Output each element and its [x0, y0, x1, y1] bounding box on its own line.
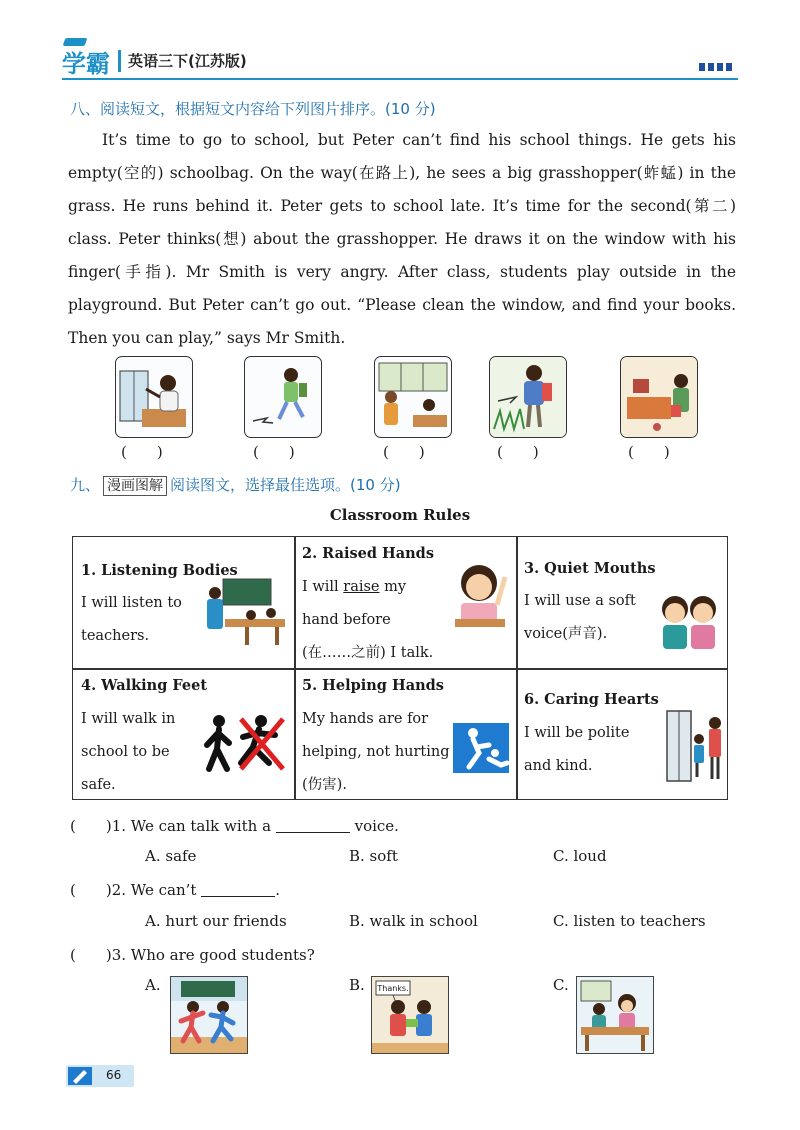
rule-text: I will use a soft voice(声音). [524, 593, 636, 642]
picture-window-drawing [115, 356, 193, 438]
rule-heading: 2. Raised Hands [302, 545, 434, 562]
section-9-tag: 漫画图解 [103, 476, 167, 496]
listening-teacher-image [201, 575, 287, 651]
answer-slot[interactable]: ( ) [383, 443, 425, 461]
option-b[interactable]: B. walk in school [349, 912, 478, 930]
section-9-number: 九、 [70, 476, 101, 494]
option-a[interactable]: A. hurt our friends [145, 912, 287, 930]
section-8-instruction: 八、阅读短文，根据短文内容给下列图片排序。 [70, 100, 386, 118]
rule-text: My hands are for helping, not hurting (伤害). [302, 711, 450, 793]
section-9-score: (10 分) [350, 476, 401, 494]
rule-text: I will listen to teachers. [81, 595, 182, 644]
rule-heading: 1. Listening Bodies [81, 562, 238, 579]
reading-passage: It’s time to go to school, but Peter can’t find his school things. He gets his empty(空的) schoolbag. On the way(在路上), he sees a big grasshopper(蚱蜢) in the grass. He runs behind it. Peter gets to school late. It’s time for the second(第二) class. Peter thinks(想) about the grasshopper. He draws it on the window with his finger(手指). Mr Smith is very angry. After class, students play outside in the playground. But Peter can’t go out. “Please clean the window, and find your books. Then you can play,” says Mr Smith. [68, 131, 736, 347]
polite-children-image [665, 709, 725, 783]
section-8-score: (10 分) [385, 100, 436, 118]
answer-slot[interactable]: ( ) [628, 443, 670, 461]
header-rule [62, 78, 738, 80]
answer-blank[interactable] [276, 818, 350, 833]
section-9-title [70, 474, 401, 496]
brand-logo: 学霸 [62, 49, 110, 78]
section-8-title [70, 98, 436, 119]
rule-heading: 3. Quiet Mouths [524, 560, 656, 577]
option-c[interactable]: C. listen to teachers [553, 912, 706, 930]
answer-slot[interactable]: ( ) [497, 443, 539, 461]
option-c-picture[interactable] [576, 976, 654, 1054]
book-title: 英语三下(江苏版) [128, 52, 247, 70]
classroom-rules-table [72, 536, 728, 800]
option-c[interactable]: C. [553, 976, 569, 994]
question-1: ( )1. We can talk with a voice. [70, 817, 399, 835]
option-a[interactable]: A. safe [145, 847, 197, 865]
answer-slot[interactable]: ( ) [253, 443, 295, 461]
picture-late-to-class [374, 356, 452, 438]
pencil-icon [68, 1067, 92, 1085]
rule-heading: 5. Helping Hands [302, 677, 444, 694]
rule-text: I will raise my hand before (在……之前) I talk. [302, 579, 434, 661]
section-9-instruction: 阅读图文，选择最佳选项。 [170, 476, 351, 494]
answer-blank[interactable] [201, 882, 275, 897]
header-separator [118, 50, 121, 72]
question-2: ( )2. We can’t . [70, 881, 280, 899]
picture-grasshopper-grass [489, 356, 567, 438]
rule-heading: 4. Walking Feet [81, 677, 208, 694]
option-a[interactable]: A. [145, 976, 161, 994]
option-b[interactable]: B. soft [349, 847, 398, 865]
thanks-sign: Thanks. [377, 984, 409, 993]
quiet-children-image [657, 591, 721, 653]
page-number: 66 [106, 1068, 122, 1082]
picture-chasing-grasshopper [244, 356, 322, 438]
walking-feet-icon [203, 713, 285, 775]
answer-slot[interactable]: ( ) [121, 443, 163, 461]
header-blocks-icon [699, 63, 732, 71]
rule-text: I will walk in school to be safe. [81, 711, 176, 793]
page-number-badge [66, 1065, 134, 1087]
question-3: ( )3. Who are good students? [70, 946, 315, 964]
option-a-picture[interactable] [170, 976, 248, 1054]
raised-hand-girl-image [451, 559, 511, 629]
option-c[interactable]: C. loud [553, 847, 607, 865]
rule-heading: 6. Caring Hearts [524, 691, 659, 708]
page-header [62, 44, 738, 82]
helping-hands-icon [453, 723, 509, 773]
option-b-picture[interactable] [371, 976, 449, 1054]
option-b[interactable]: B. [349, 976, 365, 994]
rule-text: I will be polite and kind. [524, 725, 630, 774]
rules-title: Classroom Rules [329, 506, 471, 524]
picture-empty-schoolbag [620, 356, 698, 438]
